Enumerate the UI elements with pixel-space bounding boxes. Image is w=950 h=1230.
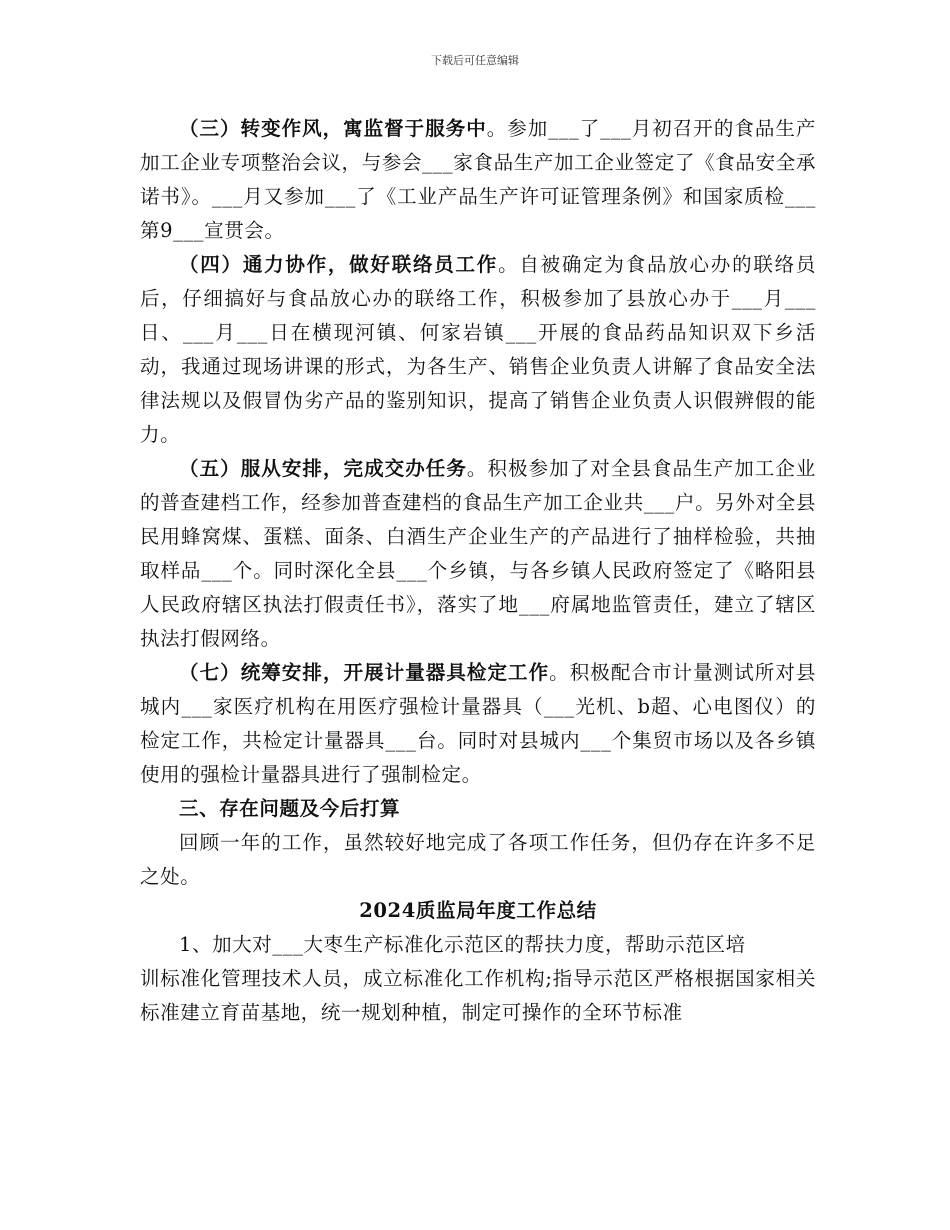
paragraph-heading: （三）转变作风，寓监督于服务中: [179, 117, 487, 140]
paragraph-text: 。自被确定为食品放心办的联络员后，仔细搞好与食品放心办的联络工作，积极参加了县放心办于___月___日、___月___日在横现河镇、何家岩镇___开展的食品药品知识双下乡活动，我通过现场讲课的形式，为各生产、销售企业负责人讲解了食品安全法律法规以及假冒伪劣产品的鉴别知识，提高了销售企业负责人识假辨假的能力。: [140, 253, 816, 446]
paragraph-heading: （七）统筹安排，开展计量器具检定工作: [179, 661, 550, 684]
paragraph-assigned-tasks: [140, 452, 816, 656]
document-title: 2024质监局年度工作总结: [359, 899, 597, 922]
paragraph-work-style: [140, 112, 816, 248]
page-header: 下载后可任意编辑: [431, 54, 519, 67]
paragraph-metrology: [140, 656, 816, 792]
paragraph-review: 回顾一年的工作，虽然较好地完成了各项工作任务，但仍存在许多不足之处。: [140, 831, 816, 888]
paragraph-text: 。积极参加了对全县食品生产加工企业的普查建档工作，经参加普查建档的食品生产加工企业共___户。另外对全县民用蜂窝煤、蛋糕、面条、白酒生产企业生产的产品进行了抽样检验，共抽取样品___个。同时深化全县___个乡镇，与各乡镇人民政府签定了《略阳县人民政府辖区执法打假责任书》，落实了地___府属地监管责任，建立了辖区执法打假网络。: [140, 457, 816, 650]
paragraph-heading: （四）通力协作，做好联络员工作: [179, 253, 499, 276]
paragraph-text: 。参加___了___月初召开的食品生产加工企业专项整治会议，与参会___家食品生产加工企业签定了《食品安全承诺书》。___月又参加___了《工业产品生产许可证管理条例》和国家质检___第9___宣贯会。: [140, 117, 816, 242]
list-item-continuation: 训标准化管理技术人员，成立标准化工作机构;指导示范区严格根据国家相关标准建立育苗基地，统一规划种植，制定可操作的全环节标准: [140, 967, 816, 1024]
paragraph-heading: （五）服从安排，完成交办任务: [179, 457, 467, 480]
document-body: [140, 112, 816, 1030]
paragraph-text: 。积极配合市计量测试所对县城内___家医疗机构在用医疗强检计量器具（___光机、b超、心电图仪）的检定工作，共检定计量器具___台。同时对县城内___个集贸市场以及各乡镇使用的强检计量器具进行了强制检定。: [140, 661, 816, 786]
list-item-first-line: 1、加大对___大枣生产标准化示范区的帮扶力度，帮助示范区培: [179, 933, 746, 956]
paragraph-liaison: [140, 248, 816, 452]
section-heading-problems: 三、存在问题及今后打算: [179, 797, 401, 820]
